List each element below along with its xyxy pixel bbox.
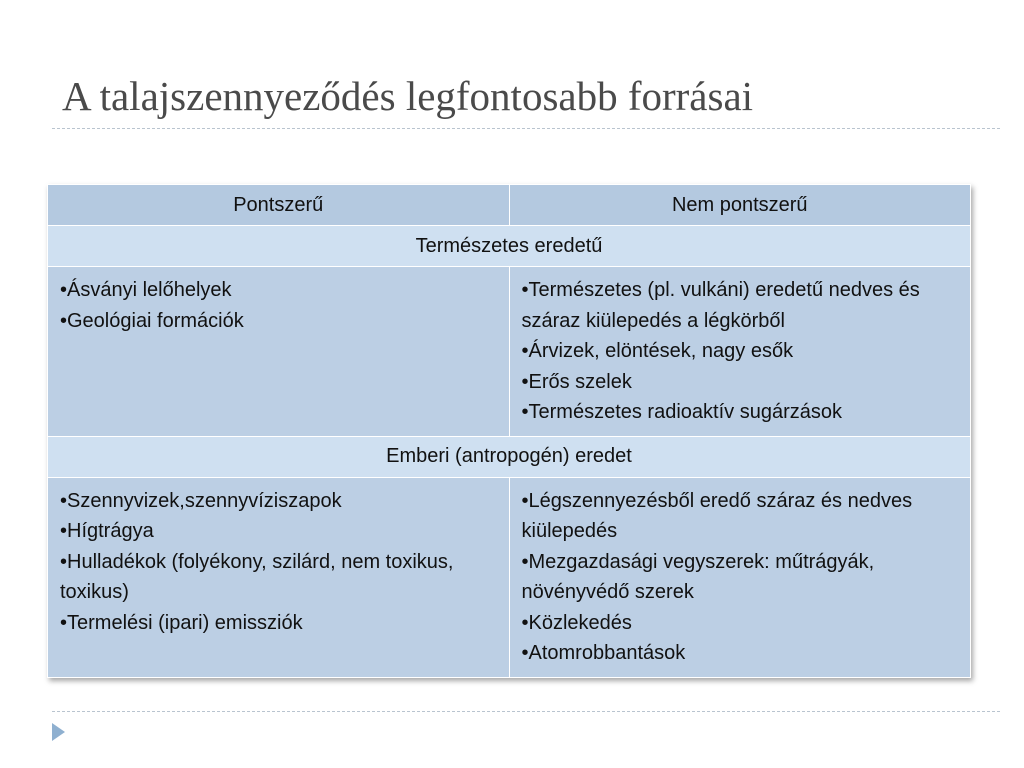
- cell-human-nonpoint: [509, 477, 971, 677]
- list-item: •Árvizek, elöntések, nagy esők: [521, 340, 794, 362]
- table-header-row: [48, 185, 971, 226]
- list-item: •Erős szelek: [521, 370, 632, 393]
- list-item: •Szennyvizek,szennyvíziszapok: [60, 489, 342, 512]
- list-item: •Geológiai formációk: [60, 309, 244, 332]
- list-item: •Termelési (ipari) emissziók: [60, 611, 303, 634]
- list-item: •Ásványi lelőhelyek: [60, 279, 232, 301]
- footer-divider: [52, 711, 1000, 712]
- header-point-source: Pontszerű: [48, 185, 510, 226]
- slide-title: A talajszennyeződés legfontosabb forrásai: [62, 73, 754, 119]
- section-row-human: [48, 436, 971, 477]
- section-row-natural: [48, 226, 971, 267]
- header-nonpoint-source: Nem pontszerű: [509, 185, 971, 226]
- list-item: •Közlekedés: [521, 611, 632, 634]
- table-row-human: [48, 477, 971, 677]
- table-row-natural: [48, 267, 971, 437]
- list-item: •Természetes (pl. vulkáni) eredetű nedves és száraz kiülepedés a légkörből: [521, 279, 920, 332]
- title-divider: [52, 128, 1000, 129]
- list-item: •Természetes radioaktív sugárzások: [521, 401, 842, 423]
- cell-human-point: [48, 477, 510, 677]
- section-label-human: Emberi (antropogén) eredet: [48, 436, 971, 477]
- list-item: •Hulladékok (folyékony, szilárd, nem toxikus, toxikus): [60, 550, 454, 603]
- section-label-natural: Természetes eredetű: [48, 226, 971, 267]
- list-item: •Mezgazdasági vegyszerek: műtrágyák, növényvédő szerek: [521, 550, 875, 603]
- list-item: •Légszennyezésből eredő száraz és nedves kiülepedés: [521, 489, 913, 542]
- cell-natural-nonpoint: [509, 267, 971, 437]
- list-item: •Hígtrágya: [60, 520, 154, 542]
- triangle-right-icon: [52, 723, 65, 741]
- sources-table: [47, 184, 971, 678]
- cell-natural-point: [48, 267, 510, 437]
- list-item: •Atomrobbantások: [521, 642, 686, 664]
